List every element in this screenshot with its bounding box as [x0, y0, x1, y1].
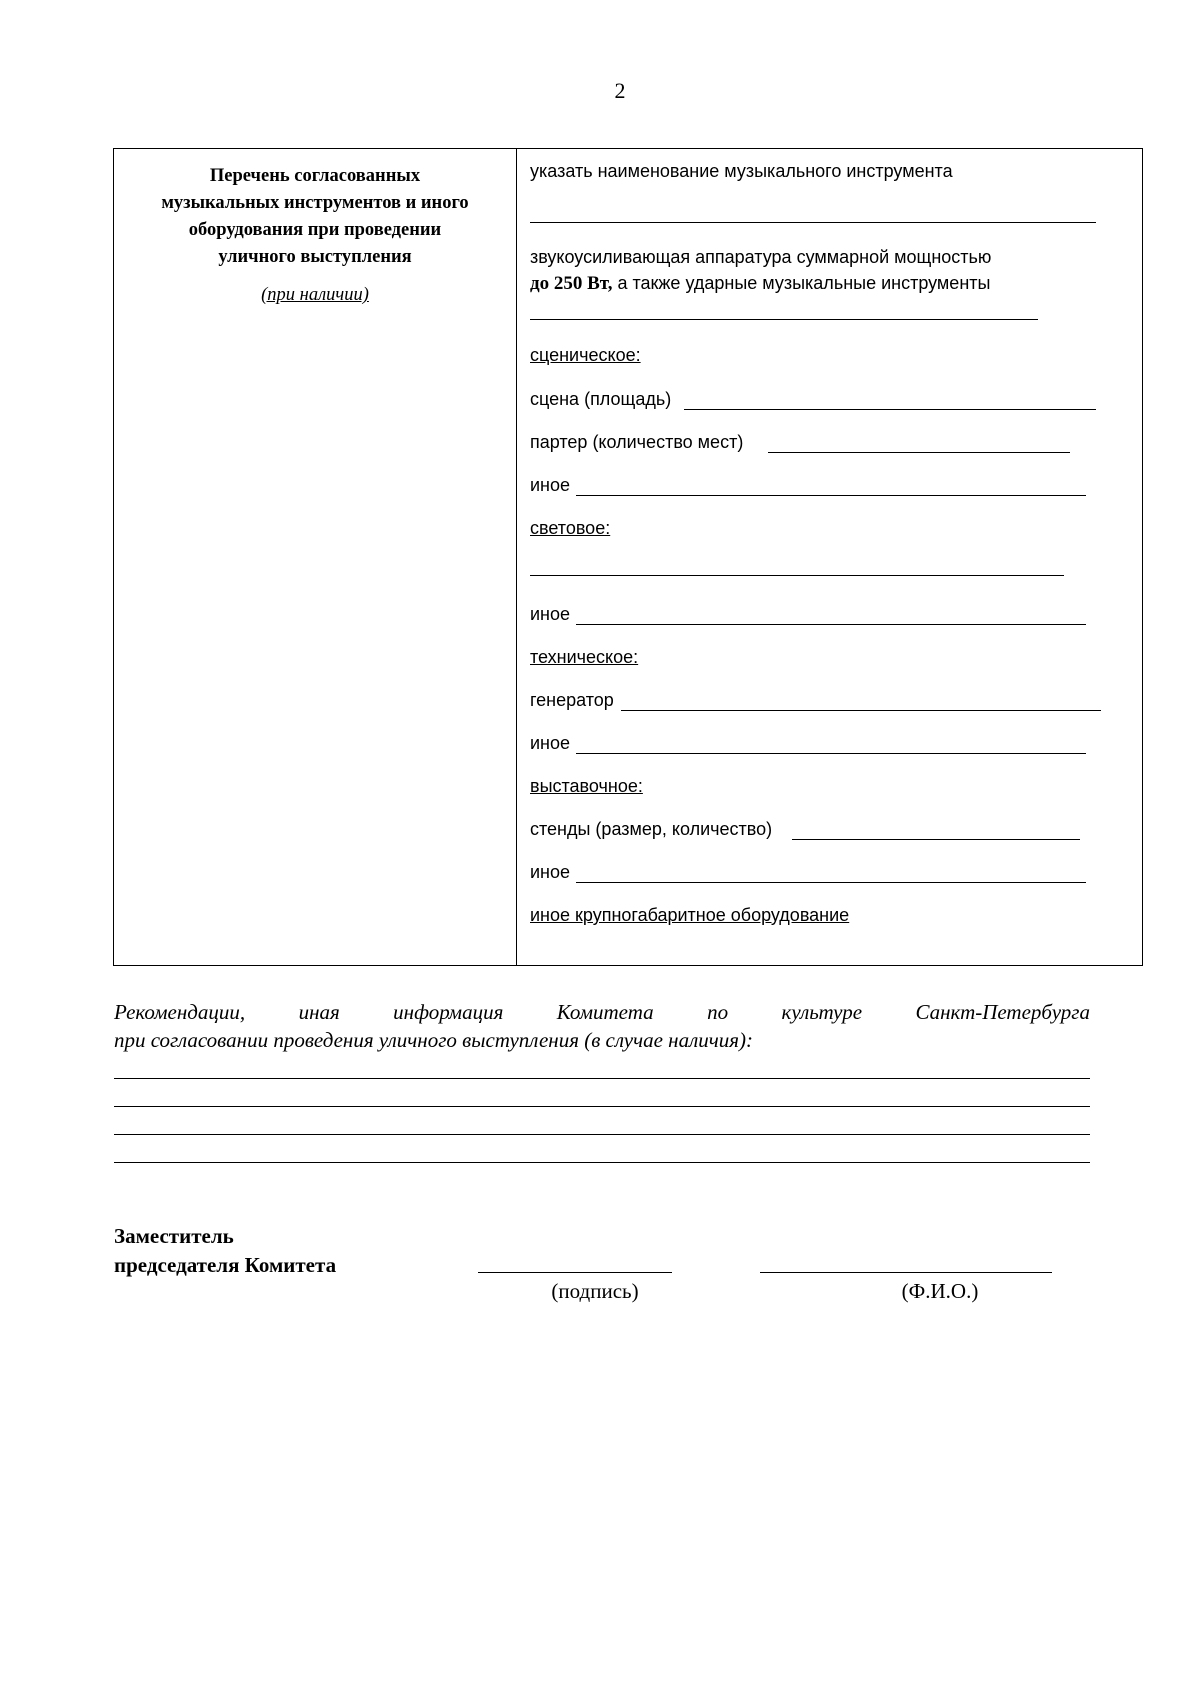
tech-other-label: иное [530, 733, 571, 753]
heading-line-1: Перечень согласованных [209, 166, 421, 186]
heading-line-4: уличного выступления [218, 247, 412, 267]
light-other-field[interactable] [576, 624, 1086, 625]
light-other-label: иное [530, 604, 571, 624]
reco-word: иная [298, 1000, 340, 1024]
recommendations-text [114, 998, 1090, 1054]
signature-line[interactable] [478, 1272, 672, 1273]
exhibit-other-field[interactable] [576, 882, 1086, 883]
instrument-prompt: указать наименование музыкального инструмента [530, 161, 953, 181]
equipment-fields [524, 149, 1142, 965]
audio-equipment-line1: звукоусиливающая аппаратура суммарной мощностью [530, 247, 992, 267]
recommendation-blank-line[interactable] [114, 1106, 1090, 1107]
full-name-line[interactable] [760, 1272, 1052, 1273]
audio-equipment-rest: а также ударные музыкальные инструменты [612, 273, 991, 293]
signatory-title [114, 1222, 336, 1280]
equipment-list-heading [114, 163, 516, 309]
recommendations-line-2: при согласовании проведения уличного выступления (в случае наличия): [114, 1028, 754, 1052]
stands-label: стенды (размер, количество) [530, 819, 773, 839]
reco-word: Санкт-Петербурга [915, 1000, 1090, 1024]
heading-line-3: оборудования при проведении [188, 220, 442, 240]
recommendations-line-1 [114, 998, 1090, 1026]
reco-word: Рекомендации, [114, 1000, 246, 1024]
page-number: 2 [614, 78, 626, 103]
exhibit-heading: выставочное: [530, 776, 643, 796]
generator-label: генератор [530, 690, 614, 710]
stage-seats-field[interactable] [768, 452, 1070, 453]
large-equipment-label: иное крупногабаритное оборудование [530, 905, 850, 925]
stage-other-field[interactable] [576, 495, 1086, 496]
reco-word: информация [393, 1000, 504, 1024]
generator-field[interactable] [621, 710, 1101, 711]
reco-word: культуре [781, 1000, 863, 1024]
stage-area-field[interactable] [684, 409, 1096, 410]
recommendation-blank-line[interactable] [114, 1162, 1090, 1163]
audio-equipment-line2 [530, 273, 990, 295]
light-heading: световое: [530, 518, 611, 538]
reco-word: Комитета [556, 1000, 654, 1024]
stage-area-label: сцена (площадь) [530, 389, 672, 409]
stage-heading: сценическое: [530, 345, 641, 365]
audio-blank-line[interactable] [530, 319, 1038, 320]
tech-heading: техническое: [530, 647, 639, 667]
reco-word: по [707, 1000, 729, 1024]
stage-seats-label: партер (количество мест) [530, 432, 744, 452]
heading-line-2: музыкальных инструментов и иного [161, 193, 469, 213]
recommendation-blank-line[interactable] [114, 1078, 1090, 1079]
column-divider [516, 149, 517, 965]
stage-other-label: иное [530, 475, 571, 495]
signatory-title-line-1: Заместитель [114, 1224, 234, 1248]
heading-note: (при наличии) [261, 285, 369, 305]
tech-other-field[interactable] [576, 753, 1086, 754]
light-blank-line[interactable] [530, 575, 1064, 576]
audio-power-limit: до 250 Вт, [530, 273, 613, 294]
signature-caption: (подпись) [551, 1279, 639, 1303]
equipment-table [113, 148, 1143, 966]
recommendation-blank-line[interactable] [114, 1134, 1090, 1135]
exhibit-other-label: иное [530, 862, 571, 882]
instrument-blank-line[interactable] [530, 222, 1096, 223]
stands-field[interactable] [792, 839, 1080, 840]
full-name-caption: (Ф.И.О.) [901, 1279, 979, 1303]
signatory-title-line-2: председателя Комитета [114, 1253, 337, 1277]
